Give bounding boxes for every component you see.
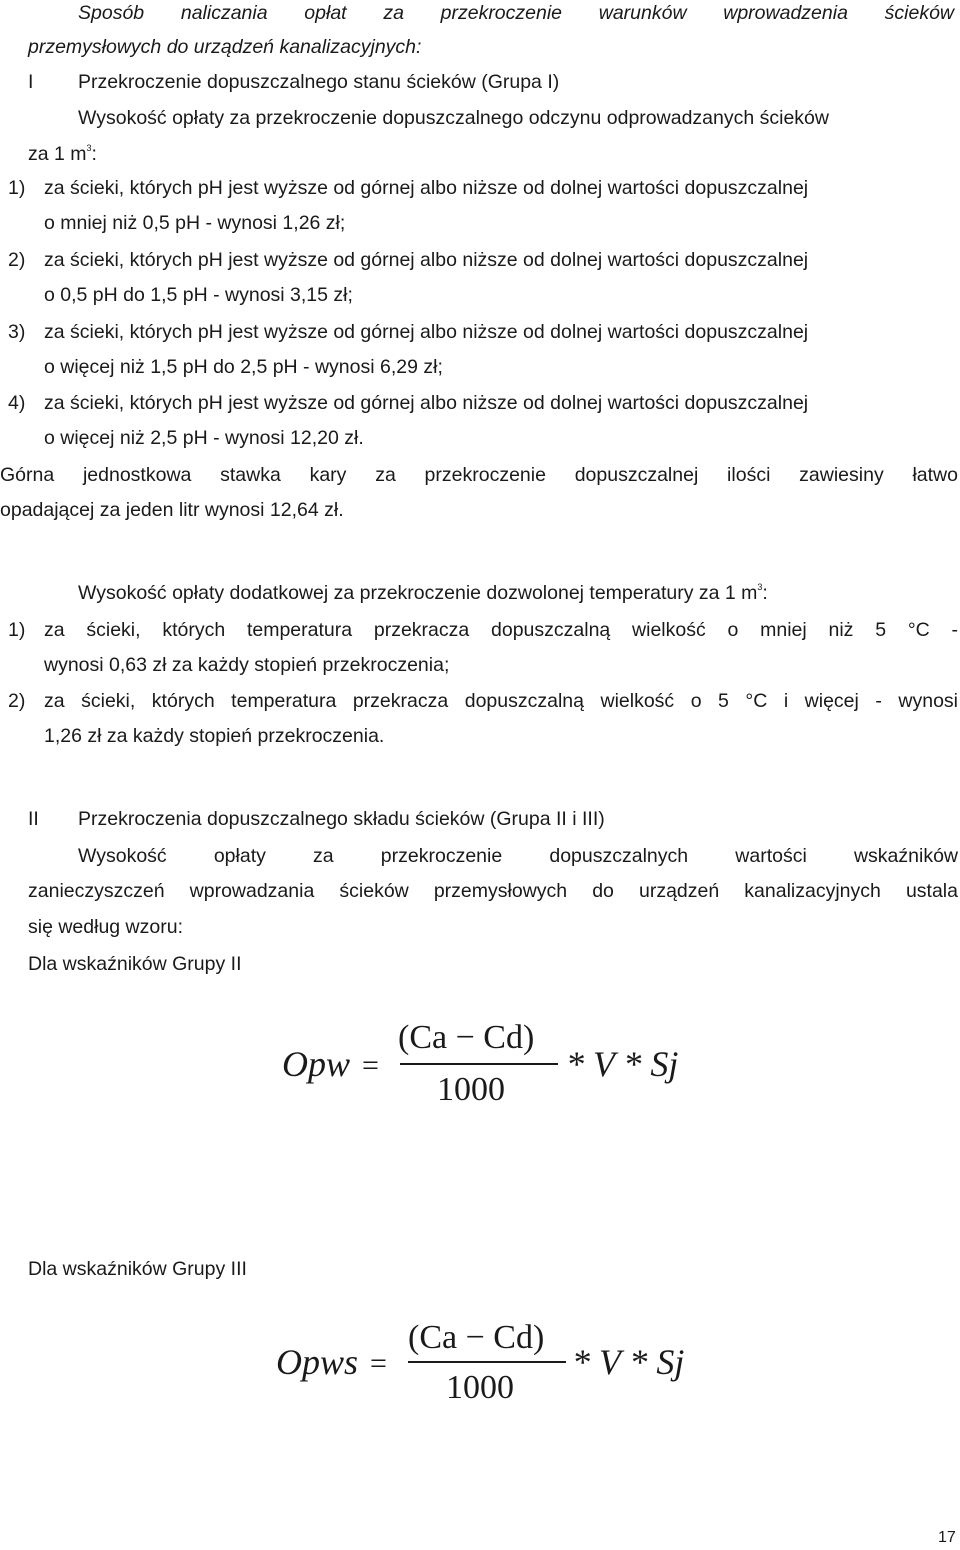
formula-rhs: * V * Sj xyxy=(572,1342,685,1382)
label-group-2: Dla wskaźników Grupy II xyxy=(28,953,242,975)
heading-line-1: Sposób naliczania opłat za przekroczenie warunków wprowadzenia ścieków xyxy=(78,2,954,24)
penalty-line-1: Górna jednostkowa stawka kary za przekroczenie dopuszczalnej ilości zawiesiny łatwo xyxy=(0,464,958,486)
group1-intro-line-1: Wysokość opłaty za przekroczenie dopuszczalnego odczynu odprowadzanych ścieków xyxy=(78,107,829,129)
formula-lhs: Opw xyxy=(282,1044,351,1084)
penalty-line-2: opadającej za jeden litr wynosi 12,64 zł. xyxy=(0,499,344,521)
superscript-3: 3 xyxy=(86,143,92,153)
group2-intro-line-3: się według wzoru: xyxy=(28,916,183,938)
group1-title: Przekroczenie dopuszczalnego stanu ścieków (Grupa I) xyxy=(78,71,560,93)
page-number: 17 xyxy=(938,1529,956,1546)
formula-numerator: (Ca − Cd) xyxy=(408,1319,545,1356)
fraction-bar xyxy=(408,1361,566,1363)
formula-denominator: 1000 xyxy=(446,1369,514,1406)
group1-intro-line-2: za 1 $m^3$: xyxy=(28,143,97,165)
temperature-intro: Wysokość opłaty dodatkowej za przekroczenie dozwolonej temperatury za 1 $m^3$: xyxy=(78,582,768,604)
formula-equals: = xyxy=(370,1347,387,1380)
heading-line-2: przemysłowych do urządzeń kanalizacyjnych: xyxy=(28,36,422,58)
group2-numeral: II xyxy=(28,808,39,830)
formula-equals: = xyxy=(362,1049,379,1082)
group2-intro-line-2: zanieczyszczeń wprowadzania ścieków przemysłowych do urządzeń kanalizacyjnych ustala xyxy=(28,880,958,902)
group2-intro-line-1: Wysokość opłaty za przekroczenie dopuszczalnych wartości wskaźników xyxy=(78,845,958,867)
formula-numerator: (Ca − Cd) xyxy=(398,1019,535,1056)
fraction-bar xyxy=(400,1063,558,1065)
formula-lhs: Opws xyxy=(276,1342,359,1382)
formula-denominator: 1000 xyxy=(437,1071,505,1108)
label-group-3: Dla wskaźników Grupy III xyxy=(28,1258,247,1280)
superscript-3: 3 xyxy=(757,582,763,592)
group2-title: Przekroczenia dopuszczalnego składu ścieków (Grupa II i III) xyxy=(78,808,605,830)
group1-numeral: I xyxy=(28,71,34,93)
formula-rhs: * V * Sj xyxy=(566,1044,679,1084)
